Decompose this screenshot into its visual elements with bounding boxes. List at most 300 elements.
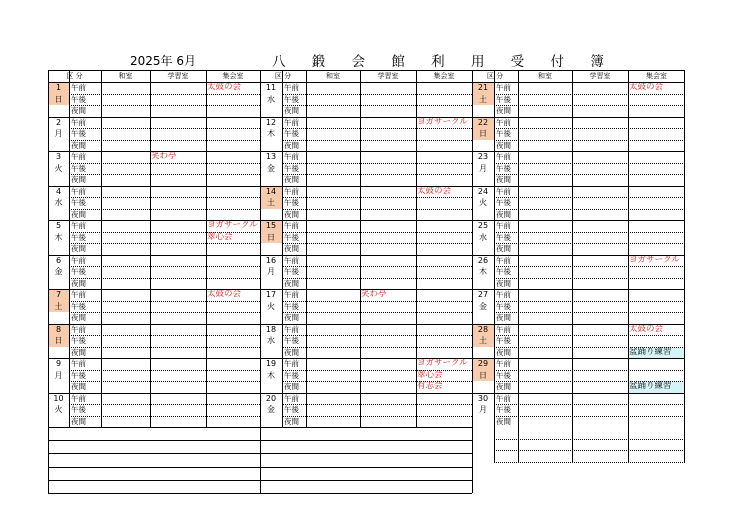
period-divider (494, 404, 685, 405)
reservation-ledger-table (48, 70, 685, 493)
day-number: 4 (55, 186, 62, 196)
period-label: 午前 (496, 117, 511, 127)
period-label: 夜間 (71, 313, 86, 322)
period-label: 夜間 (284, 347, 299, 357)
memo-row-line (48, 440, 260, 441)
period-divider (69, 174, 260, 175)
day-number: 5 (55, 221, 62, 230)
period-divider (282, 266, 472, 267)
period-divider (282, 416, 472, 417)
period-label: 午前 (284, 290, 299, 299)
header-room-0: 和室 (118, 72, 133, 80)
period-label: 午前 (71, 221, 86, 230)
day-number: 14 (265, 186, 277, 196)
period-divider (282, 404, 472, 405)
period-label: 午後 (284, 232, 299, 242)
period-label: 夜間 (71, 140, 86, 150)
memo-row-line (48, 427, 260, 428)
day-weekday: 金 (267, 163, 275, 173)
period-label: 午前 (71, 324, 86, 334)
booking-entry: ヨガサークル (417, 358, 468, 368)
day-divider (48, 358, 260, 359)
memo-row-line (260, 467, 472, 468)
period-divider (69, 128, 260, 129)
period-label: 夜間 (284, 209, 299, 219)
period-divider (282, 197, 472, 198)
period-label: 午前 (284, 255, 299, 265)
period-label: 午前 (496, 324, 511, 334)
day-divider (472, 255, 685, 256)
period-label: 午後 (496, 163, 511, 173)
booking-entry: 笑わ亭 (151, 151, 177, 161)
period-label: 午後 (284, 405, 299, 414)
day-weekday: 土 (479, 94, 487, 104)
day-weekday: 水 (267, 94, 275, 104)
period-divider (69, 163, 260, 164)
booking-entry: 笑わ亭 (361, 289, 387, 299)
day-divider (48, 324, 260, 325)
period-label: 午前 (71, 359, 86, 368)
day-divider (472, 393, 685, 394)
header-divider (260, 82, 472, 83)
period-label: 午後 (71, 405, 86, 414)
day-weekday: 日 (267, 232, 275, 242)
period-label: 午後 (496, 94, 511, 104)
day-divider (260, 220, 472, 221)
header-divider (48, 82, 260, 83)
period-label: 午前 (284, 393, 299, 403)
day-weekday: 水 (54, 198, 63, 207)
blank-slot-line (494, 439, 685, 440)
period-divider (69, 347, 260, 348)
header-kubun: 区 分 (486, 72, 504, 80)
period-label: 午前 (284, 152, 299, 161)
period-divider (494, 174, 685, 175)
day-divider (472, 324, 685, 325)
period-label: 夜間 (71, 209, 86, 219)
booking-entry: 翠心会 (207, 231, 233, 242)
column-divider (416, 70, 417, 427)
period-divider (69, 243, 260, 244)
period-label: 午後 (284, 163, 299, 173)
period-divider (494, 312, 685, 313)
day-weekday: 月 (54, 129, 63, 138)
day-number: 11 (265, 83, 277, 92)
period-label: 夜間 (496, 140, 511, 150)
booking-entry: 太鼓の会 (629, 82, 664, 92)
period-label: 午後 (71, 232, 86, 242)
column-divider (572, 70, 573, 427)
period-label: 午後 (496, 267, 511, 276)
period-label: 午前 (71, 186, 86, 196)
period-label: 夜間 (71, 244, 86, 253)
period-label: 午後 (496, 232, 511, 242)
period-label: 夜間 (496, 347, 511, 357)
period-divider (282, 140, 472, 141)
day-weekday: 金 (267, 405, 275, 414)
memo-edge (48, 427, 49, 493)
day-weekday: 火 (267, 301, 275, 311)
period-label: 午後 (284, 94, 299, 104)
day-weekday: 土 (479, 336, 487, 345)
day-divider (260, 393, 472, 394)
column-divider (48, 70, 49, 427)
period-label: 夜間 (71, 278, 86, 288)
period-label: 午前 (284, 186, 299, 196)
period-label: 夜間 (496, 175, 511, 184)
day-number: 19 (265, 359, 277, 368)
day-number: 29 (477, 359, 489, 368)
column-divider (306, 70, 307, 427)
period-label: 午前 (496, 83, 511, 92)
document-title: 八 鍛 会 館 利 用 受 付 簿 (272, 54, 615, 70)
period-divider (282, 370, 472, 371)
column-divider (282, 70, 283, 427)
day-divider (472, 186, 685, 187)
booking-entry: ヨガサークル (629, 254, 680, 265)
period-label: 午後 (284, 198, 299, 207)
period-label: 夜間 (284, 278, 299, 288)
day-divider (260, 324, 472, 325)
period-divider (494, 278, 685, 279)
day-number: 12 (265, 117, 277, 127)
day-number: 6 (55, 255, 62, 265)
period-divider (69, 335, 260, 336)
day-weekday: 金 (479, 301, 487, 311)
period-label: 夜間 (496, 382, 511, 391)
period-label: 午後 (71, 129, 86, 138)
header-kubun: 区 分 (274, 72, 292, 80)
header-room-0: 和室 (326, 72, 340, 80)
day-divider (472, 289, 685, 290)
memo-row-line (260, 493, 472, 494)
memo-row-line (48, 480, 260, 481)
day-number: 28 (477, 324, 489, 334)
period-label: 夜間 (496, 244, 511, 253)
booking-entry: 太鼓の会 (629, 323, 664, 334)
period-label: 午後 (71, 163, 86, 173)
period-divider (282, 128, 472, 129)
column-divider (494, 70, 495, 427)
header-date: 2025年 6月 (130, 54, 196, 68)
period-label: 午後 (284, 336, 299, 345)
period-label: 午前 (284, 359, 299, 368)
blank-slot-divider (684, 427, 685, 462)
header-room-2: 集会室 (646, 72, 667, 80)
period-label: 午後 (71, 370, 86, 380)
period-divider (282, 301, 472, 302)
day-number: 22 (477, 117, 489, 127)
period-label: 午後 (496, 370, 511, 380)
period-label: 夜間 (71, 347, 86, 357)
period-divider (494, 347, 685, 348)
day-number: 1 (55, 83, 62, 92)
blank-slot-divider (494, 427, 495, 462)
period-divider (69, 416, 260, 417)
day-divider (48, 255, 260, 256)
memo-row-line (260, 427, 472, 428)
period-divider (494, 140, 685, 141)
period-divider (69, 105, 260, 106)
period-divider (282, 232, 472, 233)
period-label: 午前 (71, 290, 86, 299)
period-label: 夜間 (284, 140, 299, 150)
day-number: 26 (477, 255, 489, 265)
period-divider (494, 381, 685, 382)
day-weekday: 木 (54, 232, 63, 242)
booking-entry: 盆踊り練習 (628, 347, 685, 359)
period-divider (282, 94, 472, 95)
day-number: 3 (55, 152, 62, 161)
blank-slot-divider (628, 427, 629, 462)
period-label: 夜間 (284, 382, 299, 391)
day-number: 2 (55, 117, 62, 127)
period-divider (69, 370, 260, 371)
period-label: 午前 (71, 393, 86, 403)
day-divider (472, 358, 685, 359)
day-divider (48, 220, 260, 221)
column-divider (472, 70, 473, 427)
blank-slot-divider (518, 427, 519, 462)
day-weekday: 火 (54, 405, 63, 414)
header-room-2: 集会室 (433, 72, 455, 80)
day-divider (48, 117, 260, 118)
period-divider (282, 243, 472, 244)
day-number: 23 (477, 152, 489, 161)
period-label: 夜間 (496, 106, 511, 115)
period-divider (282, 335, 472, 336)
memo-row-line (48, 453, 260, 454)
day-number: 30 (477, 393, 489, 403)
booking-entry: 太鼓の会 (207, 82, 242, 92)
day-divider (472, 117, 685, 118)
period-label: 夜間 (284, 313, 299, 322)
day-number: 13 (265, 152, 277, 161)
period-label: 午後 (496, 336, 511, 345)
column-divider (628, 70, 629, 427)
period-label: 夜間 (71, 175, 86, 184)
memo-row-line (48, 493, 260, 494)
period-label: 午後 (71, 94, 86, 104)
period-label: 夜間 (71, 416, 86, 426)
day-weekday: 火 (54, 163, 63, 173)
day-divider (472, 151, 685, 152)
period-label: 午後 (284, 267, 299, 276)
memo-row-line (260, 440, 472, 441)
header-divider (472, 82, 685, 83)
header-room-0: 和室 (538, 72, 552, 80)
column-divider (69, 70, 70, 427)
period-label: 夜間 (71, 382, 86, 391)
period-divider (69, 197, 260, 198)
period-label: 午後 (71, 267, 86, 276)
memo-row-line (48, 467, 260, 468)
day-number: 25 (477, 221, 489, 230)
day-divider (260, 358, 472, 359)
day-weekday: 日 (54, 336, 63, 345)
day-number: 16 (265, 255, 277, 265)
period-divider (494, 335, 685, 336)
period-divider (494, 163, 685, 164)
day-divider (260, 117, 472, 118)
day-weekday: 水 (267, 336, 275, 345)
period-divider (494, 105, 685, 106)
period-divider (282, 347, 472, 348)
column-divider (684, 70, 685, 427)
day-weekday: 日 (479, 129, 487, 138)
header-room-1: 学習室 (589, 72, 611, 80)
day-number: 10 (53, 393, 64, 403)
day-weekday: 月 (54, 370, 63, 380)
period-divider (69, 404, 260, 405)
period-label: 夜間 (71, 106, 86, 115)
header-room-1: 学習室 (167, 72, 189, 80)
period-label: 午前 (496, 255, 511, 265)
page-header (0, 50, 739, 68)
day-number: 8 (55, 324, 62, 334)
day-number: 9 (55, 359, 62, 368)
memo-edge (472, 427, 473, 493)
day-divider (260, 255, 472, 256)
day-number: 15 (265, 221, 277, 230)
period-divider (282, 278, 472, 279)
day-weekday: 木 (267, 370, 275, 380)
period-divider (494, 243, 685, 244)
blank-slot-line (494, 450, 685, 451)
booking-entry: 太鼓の会 (207, 289, 242, 299)
day-weekday: 土 (54, 301, 63, 311)
period-label: 夜間 (496, 313, 511, 322)
column-divider (360, 70, 361, 427)
period-divider (69, 232, 260, 233)
memo-row-line (260, 453, 472, 454)
day-divider (48, 186, 260, 187)
column-divider (101, 70, 102, 427)
period-label: 夜間 (284, 175, 299, 184)
period-label: 午後 (496, 198, 511, 207)
period-divider (69, 140, 260, 141)
period-divider (282, 105, 472, 106)
day-weekday: 金 (54, 267, 63, 276)
period-label: 夜間 (284, 106, 299, 115)
period-label: 午前 (496, 221, 511, 230)
period-divider (282, 163, 472, 164)
day-divider (260, 186, 472, 187)
day-weekday: 木 (267, 129, 275, 138)
memo-row-line (260, 480, 472, 481)
period-divider (69, 209, 260, 210)
day-weekday: 日 (54, 94, 63, 104)
period-label: 午後 (71, 301, 86, 311)
day-divider (260, 289, 472, 290)
column-divider (206, 70, 207, 427)
period-label: 夜間 (284, 416, 299, 426)
day-weekday: 月 (479, 405, 487, 414)
period-label: 午後 (284, 370, 299, 380)
period-label: 午前 (496, 290, 511, 299)
period-label: 午前 (284, 221, 299, 230)
period-divider (282, 381, 472, 382)
period-divider (494, 94, 685, 95)
day-weekday: 月 (479, 163, 487, 173)
period-label: 夜間 (496, 278, 511, 288)
period-label: 夜間 (496, 209, 511, 219)
period-divider (282, 174, 472, 175)
day-divider (260, 151, 472, 152)
period-label: 午前 (71, 152, 86, 161)
header-room-1: 学習室 (377, 72, 399, 80)
period-divider (69, 381, 260, 382)
period-label: 午後 (496, 301, 511, 311)
day-number: 18 (265, 324, 277, 334)
day-divider (472, 220, 685, 221)
period-divider (494, 301, 685, 302)
period-label: 午前 (71, 117, 86, 127)
period-label: 午前 (496, 152, 511, 161)
day-divider (48, 289, 260, 290)
day-weekday: 月 (267, 267, 275, 276)
memo-edge (260, 427, 261, 493)
period-divider (494, 266, 685, 267)
day-number: 21 (477, 83, 489, 92)
period-divider (69, 266, 260, 267)
period-divider (69, 312, 260, 313)
blank-slot-divider (572, 427, 573, 462)
day-number: 27 (477, 290, 489, 299)
period-label: 午前 (496, 393, 511, 403)
day-divider (48, 393, 260, 394)
booking-entry: 翠心会 (417, 369, 443, 380)
period-label: 午前 (284, 83, 299, 92)
day-weekday: 水 (479, 232, 487, 242)
period-divider (282, 209, 472, 210)
period-label: 午前 (284, 117, 299, 127)
period-divider (494, 209, 685, 210)
table-top-border (48, 70, 685, 71)
period-divider (69, 94, 260, 95)
booking-entry: 太鼓の会 (417, 185, 452, 196)
period-label: 午前 (496, 359, 511, 368)
period-label: 午前 (284, 324, 299, 334)
booking-entry: ヨガサークル (417, 116, 468, 127)
period-label: 午後 (284, 301, 299, 311)
period-label: 午前 (71, 83, 86, 92)
period-divider (494, 416, 685, 417)
period-divider (494, 232, 685, 233)
period-label: 午前 (71, 255, 86, 265)
header-kubun: 区 分 (66, 72, 83, 80)
period-label: 午後 (71, 336, 86, 345)
day-number: 7 (55, 290, 62, 299)
day-divider (48, 151, 260, 152)
day-weekday: 木 (479, 267, 487, 276)
period-divider (494, 197, 685, 198)
period-label: 午後 (496, 405, 511, 414)
period-label: 午後 (71, 198, 86, 207)
blank-slot-line (494, 462, 685, 463)
column-divider (518, 70, 519, 427)
day-number: 24 (477, 186, 489, 196)
header-room-2: 集会室 (222, 72, 244, 80)
period-label: 夜間 (496, 416, 511, 426)
period-divider (282, 312, 472, 313)
period-divider (69, 301, 260, 302)
booking-entry: ヨガサークル (207, 220, 258, 230)
period-divider (494, 370, 685, 371)
period-label: 夜間 (284, 244, 299, 253)
column-divider (150, 70, 151, 427)
period-divider (69, 278, 260, 279)
